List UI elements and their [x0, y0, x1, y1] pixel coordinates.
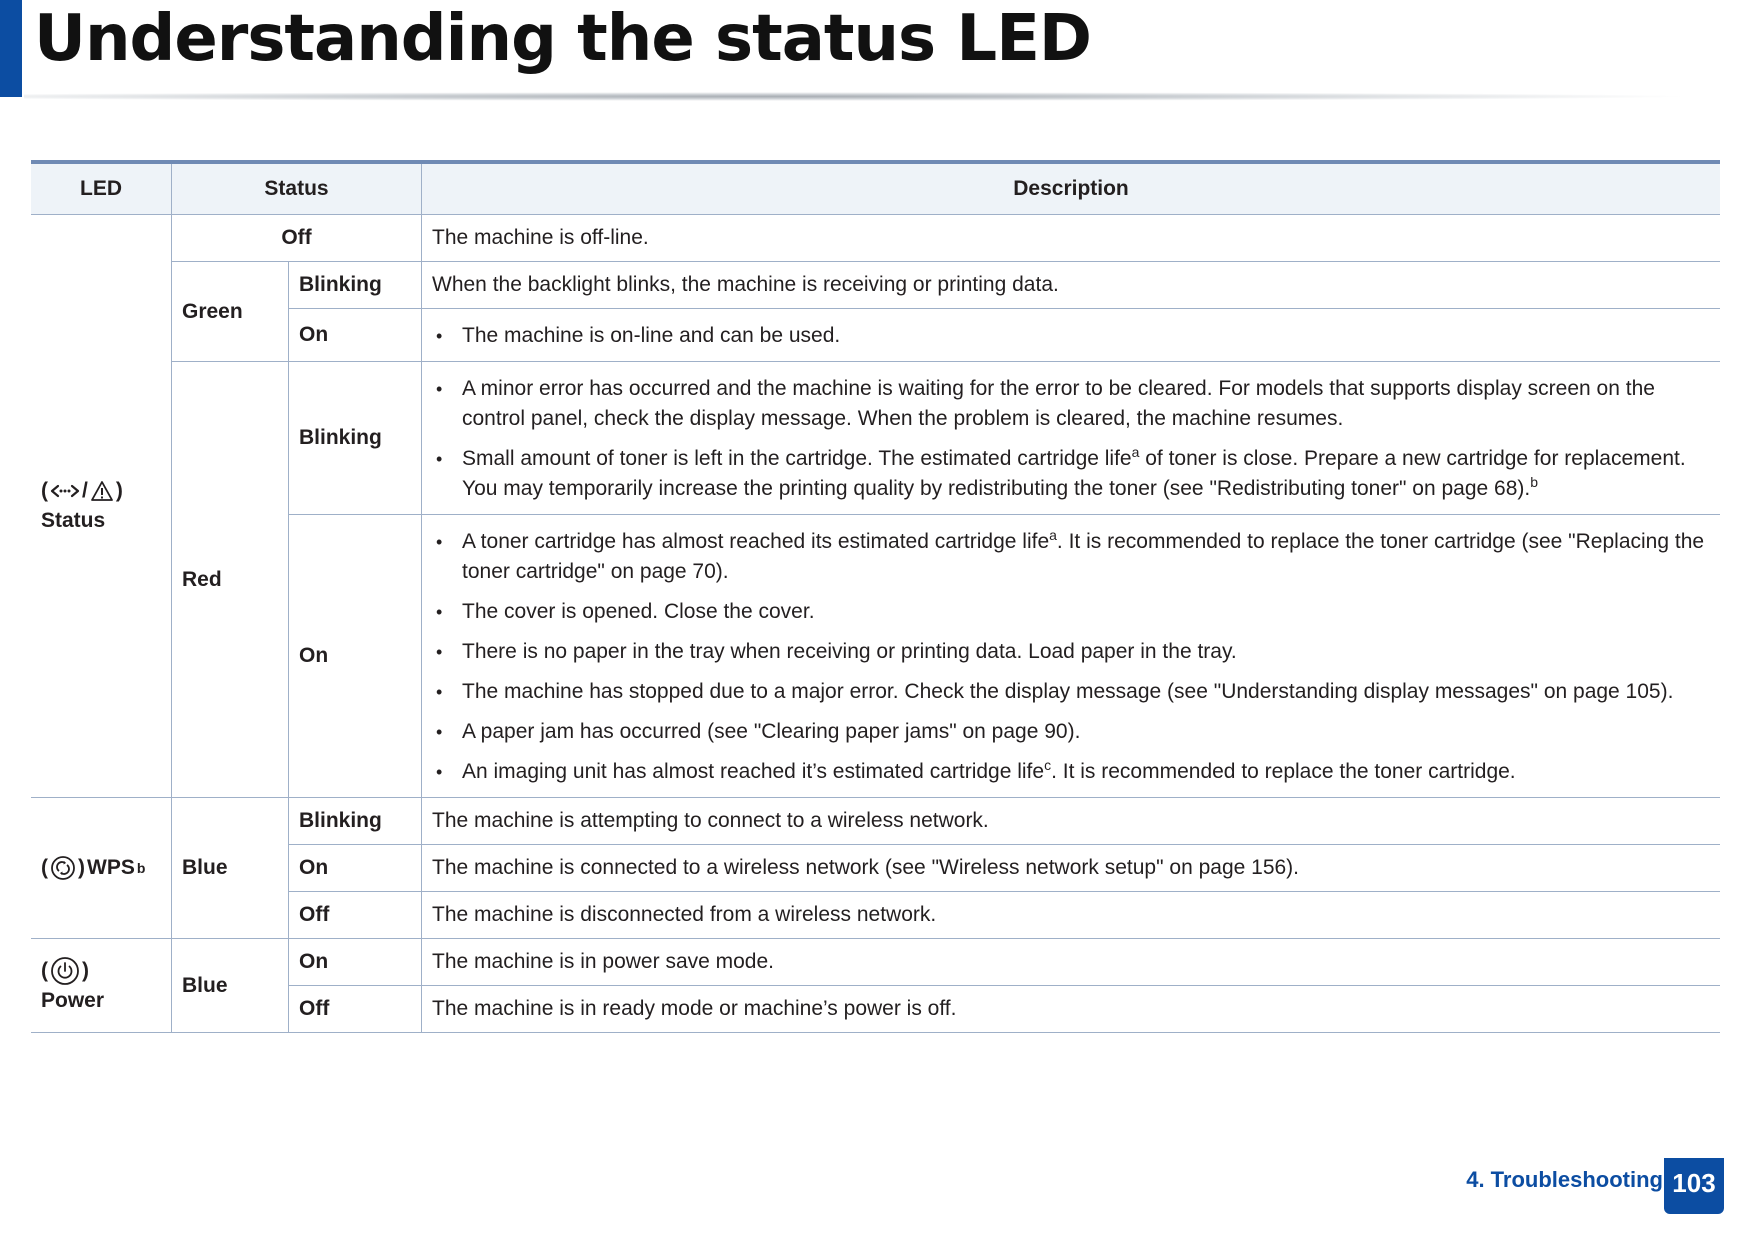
power-icon	[50, 956, 80, 986]
wps-on-description: The machine is connected to a wireless network (see "Wireless network setup" on page 156).	[422, 845, 1721, 892]
status-led-icons: ( / )	[41, 479, 123, 502]
table-row	[31, 939, 1720, 986]
table-row	[31, 362, 1720, 515]
green-blinking-description: When the backlight blinks, the machine is receiving or printing data.	[422, 262, 1721, 309]
power-off-label: Off	[289, 986, 422, 1033]
list-item: • There is no paper in the tray when receiving or printing data. Load paper in the tray.	[432, 637, 1708, 667]
wps-color-label: Blue	[172, 798, 289, 939]
power-on-description: The machine is in power save mode.	[422, 939, 1721, 986]
power-led-label: Power	[41, 988, 105, 1012]
wps-icon	[50, 855, 76, 881]
green-on-label: On	[289, 309, 422, 362]
page-title: Understanding the status LED	[34, 2, 1092, 76]
table-row	[31, 262, 1720, 309]
title-divider	[24, 92, 1694, 101]
power-off-description: The machine is in ready mode or machine’s power is off.	[422, 986, 1721, 1033]
status-off-label: Off	[172, 215, 422, 262]
wps-on-label: On	[289, 845, 422, 892]
red-label: Red	[172, 362, 289, 798]
red-blinking-description	[422, 362, 1721, 515]
list-item: • The cover is opened. Close the cover.	[432, 597, 1708, 627]
list-item: • Small amount of toner is left in the cartridge. The estimated cartridge life$^a$ of toner is close. Prepare a new cartridge for replacement. You may temporarily increase the printing quality by redistributing the toner (see "Redistributing toner" on page 68).$^b$	[432, 444, 1708, 504]
red-on-label: On	[289, 515, 422, 798]
wps-led-label: WPS	[87, 856, 135, 879]
wps-led-label-group: ( ) WPS b	[41, 853, 145, 883]
header-description: Description	[422, 162, 1721, 215]
header-led: LED	[31, 162, 172, 215]
page-number: 103	[1664, 1158, 1724, 1214]
table-header-row	[31, 162, 1720, 215]
warning-icon	[90, 480, 114, 502]
power-on-label: On	[289, 939, 422, 986]
table-row	[31, 215, 1720, 262]
list-item: • The machine has stopped due to a major error. Check the display message (see "Understanding display messages" on page 105).	[432, 677, 1708, 707]
green-blinking-label: Blinking	[289, 262, 422, 309]
status-led-cell	[31, 215, 172, 798]
status-off-description: The machine is off-line.	[422, 215, 1721, 262]
list-item: • An imaging unit has almost reached it’s estimated cartridge life$^c$. It is recommended to replace the toner cartridge.	[432, 757, 1708, 787]
footer-section: 4. Troubleshooting	[1466, 1167, 1663, 1192]
power-led-cell	[31, 939, 172, 1033]
wps-blinking-description: The machine is attempting to connect to a wireless network.	[422, 798, 1721, 845]
table-row	[31, 798, 1720, 845]
red-blinking-label: Blinking	[289, 362, 422, 515]
header-status: Status	[172, 162, 422, 215]
power-color-label: Blue	[172, 939, 289, 1033]
wps-led-cell	[31, 798, 172, 939]
list-item: • A minor error has occurred and the machine is waiting for the error to be cleared. For models that supports display screen on the control panel, check the display message. When the problem is cleared, the machine resumes.	[432, 374, 1708, 434]
status-led-table	[31, 160, 1720, 1033]
red-on-description	[422, 515, 1721, 798]
status-led-label: Status	[41, 509, 106, 532]
power-led-icon-group: ( )	[41, 956, 89, 986]
title-accent-bar	[0, 0, 22, 97]
list-item: • The machine is on-line and can be used.	[432, 321, 1708, 351]
network-icon	[50, 481, 80, 501]
wps-off-description: The machine is disconnected from a wireless network.	[422, 892, 1721, 939]
list-item: • A paper jam has occurred (see "Clearing paper jams" on page 90).	[432, 717, 1708, 747]
wps-off-label: Off	[289, 892, 422, 939]
green-label: Green	[172, 262, 289, 362]
list-item: • A toner cartridge has almost reached its estimated cartridge life$^a$. It is recommended to replace the toner cartridge (see "Replacing the toner cartridge" on page 70).	[432, 527, 1708, 587]
green-on-description	[422, 309, 1721, 362]
wps-blinking-label: Blinking	[289, 798, 422, 845]
